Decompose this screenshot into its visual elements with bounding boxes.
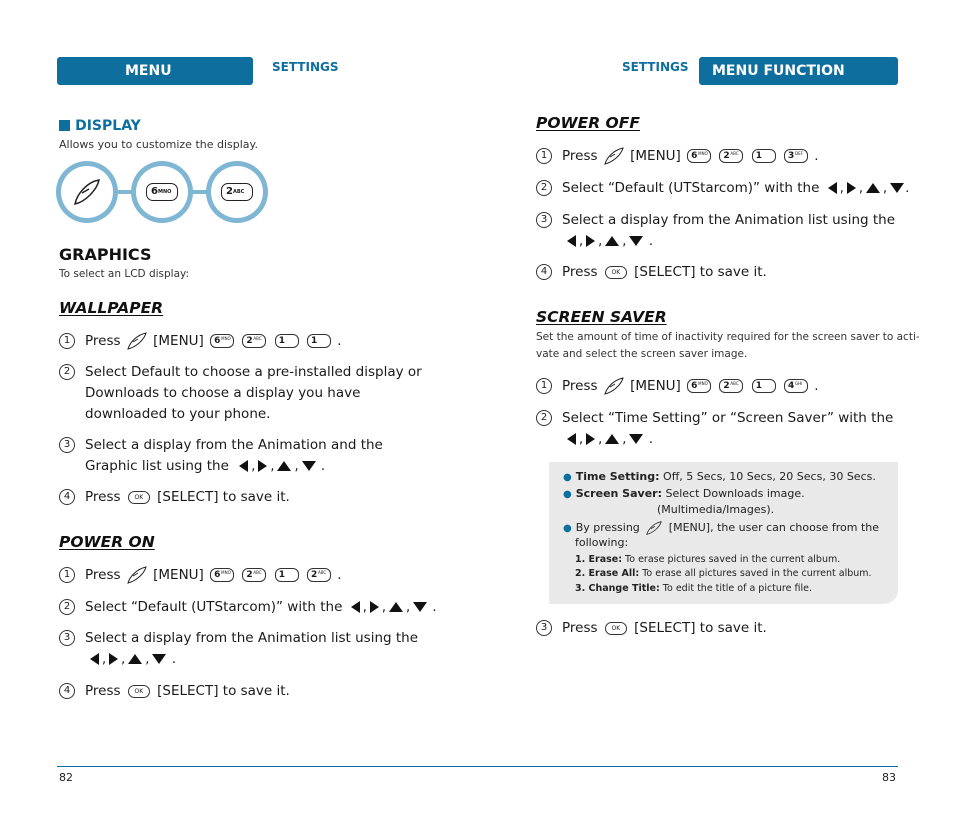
menu-softkey-icon — [125, 331, 149, 351]
note-by-pressing: ● By pressing [MENU], the user can choose from the — [563, 521, 880, 534]
key-6-circle — [131, 161, 193, 223]
display-heading-row — [59, 115, 141, 134]
key-2-icon: 2 ABC — [719, 149, 743, 163]
nav-down-icon — [629, 236, 643, 246]
key-2-icon: 2 ABC — [242, 568, 266, 582]
power-off-heading: POWER OFF — [536, 114, 640, 132]
menu-function-label-right: MENU FUNCTION — [712, 63, 845, 79]
graphics-heading: GRAPHICS — [59, 245, 152, 264]
power-on-step-2: 2 Select “Default (UTStarcom)” with the , , , . — [59, 597, 479, 618]
step-number: 2 — [59, 364, 75, 380]
nav-down-icon — [413, 602, 427, 612]
nav-down-icon — [890, 183, 904, 193]
nav-down-icon — [152, 654, 166, 664]
menu-softkey-icon — [643, 520, 665, 536]
nav-down-icon — [302, 461, 316, 471]
power-off-step-3: 3 Select a display from the Animation list using the , , , . — [536, 210, 936, 252]
key-1-icon: 1 — [752, 149, 776, 163]
wallpaper-step-1: 1 Press [MENU] 6 MNO 2 ABC 1 1 . — [59, 331, 459, 352]
nav-left-icon — [567, 433, 576, 445]
ok-key-icon: OK — [605, 266, 627, 279]
nav-right-icon — [258, 460, 267, 472]
menu-softkey-circle — [56, 161, 118, 223]
step-number: 4 — [59, 489, 75, 505]
wallpaper-step-4: 4 Press OK [SELECT] to save it. — [59, 487, 459, 508]
key-2-icon: 2 ABC — [307, 568, 331, 582]
step-number: 2 — [536, 410, 552, 426]
key-6-icon: 6 MNO — [687, 149, 711, 163]
step-number: 1 — [536, 378, 552, 394]
power-off-step-4: 4 Press OK [SELECT] to save it. — [536, 262, 916, 283]
screen-saver-desc-line2: vate and select the screen saver image. — [536, 348, 748, 360]
wallpaper-heading: WALLPAPER — [59, 299, 164, 317]
nav-left-icon — [828, 182, 837, 194]
key-1-icon: 1 — [752, 379, 776, 393]
key-2-icon: 2 ABC — [719, 379, 743, 393]
step-number: 3 — [536, 620, 552, 636]
key-6-icon: 6 MNO — [210, 334, 234, 348]
bullet-icon: ● — [563, 489, 572, 500]
menu-softkey-icon — [125, 565, 149, 585]
nav-right-icon — [370, 601, 379, 613]
nav-up-icon — [866, 183, 880, 193]
key-2-icon: $2^{ABC}$ — [221, 183, 253, 201]
nav-right-icon — [586, 433, 595, 445]
nav-right-icon — [586, 235, 595, 247]
display-heading: DISPLAY — [75, 118, 141, 134]
step-number: 1 — [59, 333, 75, 349]
screen-saver-step-1: 1 Press [MENU] 6 MNO 2 ABC 1 4 GHI . — [536, 376, 916, 397]
nav-right-icon — [109, 653, 118, 665]
key-6-icon: 6 MNO — [687, 379, 711, 393]
note-following: following: — [575, 536, 629, 549]
key-1-icon: 1 — [275, 334, 299, 348]
power-off-step-2: 2 Select “Default (UTStarcom)” with the , , , . — [536, 178, 936, 199]
nav-right-icon — [847, 182, 856, 194]
menu-function-tab-right — [699, 57, 898, 85]
wallpaper-step-3: 3 Select a display from the Animation and the Graphic list using the , , , . — [59, 435, 459, 477]
nav-up-icon — [389, 602, 403, 612]
step-number: 2 — [59, 599, 75, 615]
menu-softkey-icon — [602, 146, 626, 166]
wallpaper-step-2: 2 Select Default to choose a pre-installed display or Downloads to choose a display you have downloaded to your phone. — [59, 362, 459, 425]
key-4-icon: 4 GHI — [784, 379, 808, 393]
screen-saver-note-box — [549, 462, 898, 604]
page-number-left: 82 — [59, 771, 73, 784]
key-1-icon: 1 — [307, 334, 331, 348]
nav-left-icon — [567, 235, 576, 247]
key-1-icon: 1 — [275, 568, 299, 582]
menu-function-label-left: MENU FUNCTION — [125, 63, 207, 107]
power-on-step-1: 1 Press [MENU] 6 MNO 2 ABC 1 2 ABC . — [59, 565, 459, 586]
nav-down-icon — [629, 434, 643, 444]
display-description: Allows you to customize the display. — [59, 138, 258, 151]
settings-label-left: SETTINGS — [272, 60, 339, 74]
footer-rule-right — [477, 766, 898, 767]
note-screen-saver-cont: (Multimedia/Images). — [657, 503, 775, 516]
step-number: 1 — [59, 567, 75, 583]
step-number: 3 — [59, 630, 75, 646]
settings-label-right: SETTINGS — [622, 60, 689, 74]
power-off-step-1: 1 Press [MENU] 6 MNO 2 ABC 1 3 DEF . — [536, 146, 916, 167]
ok-key-icon: OK — [128, 685, 150, 698]
note-time-setting: ● Time Setting: Off, 5 Secs, 10 Secs, 20 Secs, 30 Secs. — [563, 470, 876, 483]
ok-key-icon: OK — [605, 622, 627, 635]
note-erase: 1. Erase: To erase pictures saved in the current album. — [575, 554, 841, 565]
power-on-heading: POWER ON — [59, 533, 155, 551]
bullet-icon: ● — [563, 523, 572, 534]
nav-left-icon — [351, 601, 360, 613]
menu-softkey-icon — [602, 376, 626, 396]
nav-up-icon — [128, 654, 142, 664]
step-number: 4 — [536, 264, 552, 280]
step-number: 3 — [536, 212, 552, 228]
key-6-icon: 6 MNO — [210, 568, 234, 582]
note-change-title: 3. Change Title: To edit the title of a picture file. — [575, 583, 812, 594]
key-2-icon: 2 ABC — [242, 334, 266, 348]
screen-saver-desc-line1: Set the amount of time of inactivity required for the screen saver to acti- — [536, 331, 920, 343]
menu-function-tab-left — [57, 57, 253, 107]
step-number: 1 — [536, 148, 552, 164]
screen-saver-step-2: 2 Select “Time Setting” or “Screen Saver” with the , , , . — [536, 408, 936, 450]
nav-left-icon — [239, 460, 248, 472]
graphics-description: To select an LCD display: — [59, 268, 190, 280]
screen-saver-step-3: 3 Press OK [SELECT] to save it. — [536, 618, 916, 639]
footer-rule-left — [57, 766, 477, 767]
step-number: 4 — [59, 683, 75, 699]
nav-up-icon — [277, 461, 291, 471]
power-on-step-4: 4 Press OK [SELECT] to save it. — [59, 681, 459, 702]
note-erase-all: 2. Erase All: To erase all pictures saved in the current album. — [575, 568, 872, 579]
page-number-right: 83 — [882, 771, 896, 784]
menu-softkey-icon — [71, 176, 103, 208]
step-number: 2 — [536, 180, 552, 196]
nav-up-icon — [605, 434, 619, 444]
key-2-circle — [206, 161, 268, 223]
power-on-step-3: 3 Select a display from the Animation list using the , , , . — [59, 628, 479, 670]
ok-key-icon: OK — [128, 491, 150, 504]
key-3-icon: 3 DEF — [784, 149, 808, 163]
step-number: 3 — [59, 437, 75, 453]
nav-up-icon — [605, 236, 619, 246]
key-sequence-illustration — [56, 161, 268, 223]
bullet-icon: ● — [563, 472, 572, 483]
screen-saver-heading: SCREEN SAVER — [536, 308, 667, 326]
note-screen-saver: ● Screen Saver: Select Downloads image. — [563, 487, 805, 500]
square-bullet-icon — [59, 120, 70, 131]
nav-left-icon — [90, 653, 99, 665]
key-6-icon: $6^{MNO}$ — [146, 183, 178, 201]
